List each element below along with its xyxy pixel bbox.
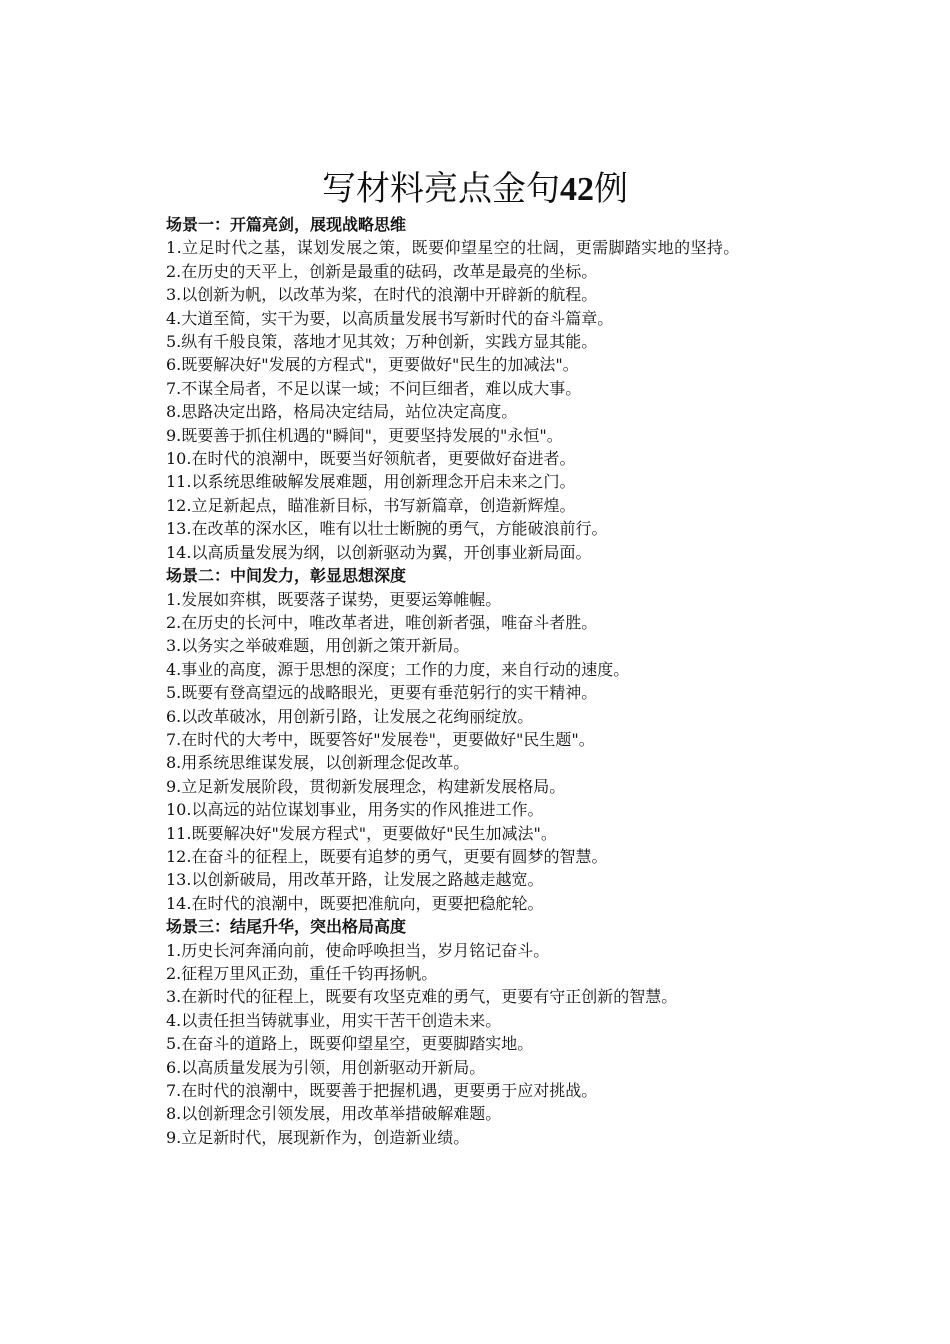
list-item: 2.在历史的长河中，唯改革者进，唯创新者强，唯奋斗者胜。 [166, 612, 598, 632]
list-item: 6.以改革破冰，用创新引路，让发展之花绚丽绽放。 [166, 706, 534, 726]
section-heading: 场景二：中间发力，彰显思想深度 [166, 566, 407, 586]
list-item: 9.立足新时代，展现新作为，创造新业绩。 [166, 1127, 470, 1147]
list-item: 3.以创新为帆，以改革为桨，在时代的浪潮中开辟新的航程。 [166, 285, 598, 305]
list-item: 8.用系统思维谋发展，以创新理念促改革。 [166, 753, 470, 773]
section-heading: 场景一：开篇亮剑，展现战略思维 [166, 215, 407, 234]
list-item: 12.立足新起点，瞄准新目标，书写新篇章，创造新辉煌。 [166, 495, 576, 515]
list-item: 4.事业的高度，源于思想的深度；工作的力度，来自行动的速度。 [166, 659, 630, 679]
list-item: 10.在时代的浪潮中，既要当好领航者，更要做好奋进者。 [166, 449, 576, 469]
document-body [135, 213, 835, 1149]
list-item: 7.在时代的浪潮中，既要善于把握机遇，更要勇于应对挑战。 [166, 1081, 598, 1101]
list-item: 11.既要解决好"发展方程式"，更要做好"民生加减法"。 [166, 823, 557, 843]
list-item: 14.以高质量发展为纲，以创新驱动为翼，开创事业新局面。 [166, 542, 592, 562]
list-item: 5.纵有千般良策，落地才见其效；万种创新，实践方显其能。 [166, 332, 598, 352]
list-item: 2.在历史的天平上，创新是最重的砝码，改革是最亮的坐标。 [166, 261, 598, 281]
list-item: 3.以务实之举破难题，用创新之策开新局。 [166, 636, 470, 656]
list-item: 11.以系统思维破解发展难题，用创新理念开启未来之门。 [166, 472, 576, 492]
list-item: 8.思路决定出路，格局决定结局，站位决定高度。 [166, 402, 518, 422]
list-item: 5.既要有登高望远的战略眼光，更要有垂范躬行的实干精神。 [166, 683, 598, 703]
list-item: 6.以高质量发展为引领，用创新驱动开新局。 [166, 1057, 486, 1077]
list-item: 4.大道至简，实干为要，以高质量发展书写新时代的奋斗篇章。 [166, 308, 614, 328]
list-item: 12.在奋斗的征程上，既要有追梦的勇气，更要有圆梦的智慧。 [166, 846, 608, 866]
list-item: 4.以责任担当铸就事业，用实干苦干创造未来。 [166, 1010, 502, 1030]
list-item: 1.立足时代之基，谋划发展之策，既要仰望星空的壮阔，更需脚踏实地的坚持。 [166, 238, 740, 258]
list-item: 8.以创新理念引领发展，用改革举措破解难题。 [166, 1104, 502, 1124]
document-title [0, 166, 950, 213]
list-item: 1.历史长河奔涌向前，使命呼唤担当，岁月铭记奋斗。 [166, 940, 550, 960]
title-suffix: 例 [594, 169, 628, 209]
list-item: 7.不谋全局者，不足以谋一域；不问巨细者，难以成大事。 [166, 378, 582, 398]
list-item: 10.以高远的站位谋划事业，用务实的作风推进工作。 [166, 800, 544, 820]
list-item: 3.在新时代的征程上，既要有攻坚克难的勇气，更要有守正创新的智慧。 [166, 987, 678, 1007]
list-item: 5.在奋斗的道路上，既要仰望星空，更要脚踏实地。 [166, 1034, 534, 1054]
list-item: 1.发展如弈棋，既要落子谋势，更要运筹帷幄。 [166, 589, 502, 609]
list-item: 14.在时代的浪潮中，既要把准航向，更要把稳舵轮。 [166, 893, 544, 913]
title-number: 42 [560, 171, 594, 208]
section-heading: 场景三：结尾升华，突出格局高度 [166, 917, 407, 937]
title-text: 写材料亮点金句 [322, 169, 560, 209]
list-item: 7.在时代的大考中，既要答好"发展卷"，更要做好"民生题"。 [166, 729, 595, 749]
list-item: 9.立足新发展阶段，贯彻新发展理念，构建新发展格局。 [166, 776, 566, 796]
list-item: 2.征程万里风正劲，重任千钧再扬帆。 [166, 964, 438, 983]
list-item: 6.既要解决好"发展的方程式"，更要做好"民生的加减法"。 [166, 355, 579, 375]
list-item: 13.以创新破局，用改革开路，让发展之路越走越宽。 [166, 870, 544, 890]
list-item: 9.既要善于抓住机遇的"瞬间"，更要坚持发展的"永恒"。 [166, 425, 563, 445]
list-item: 13.在改革的深水区，唯有以壮士断腕的勇气，方能破浪前行。 [166, 519, 608, 539]
